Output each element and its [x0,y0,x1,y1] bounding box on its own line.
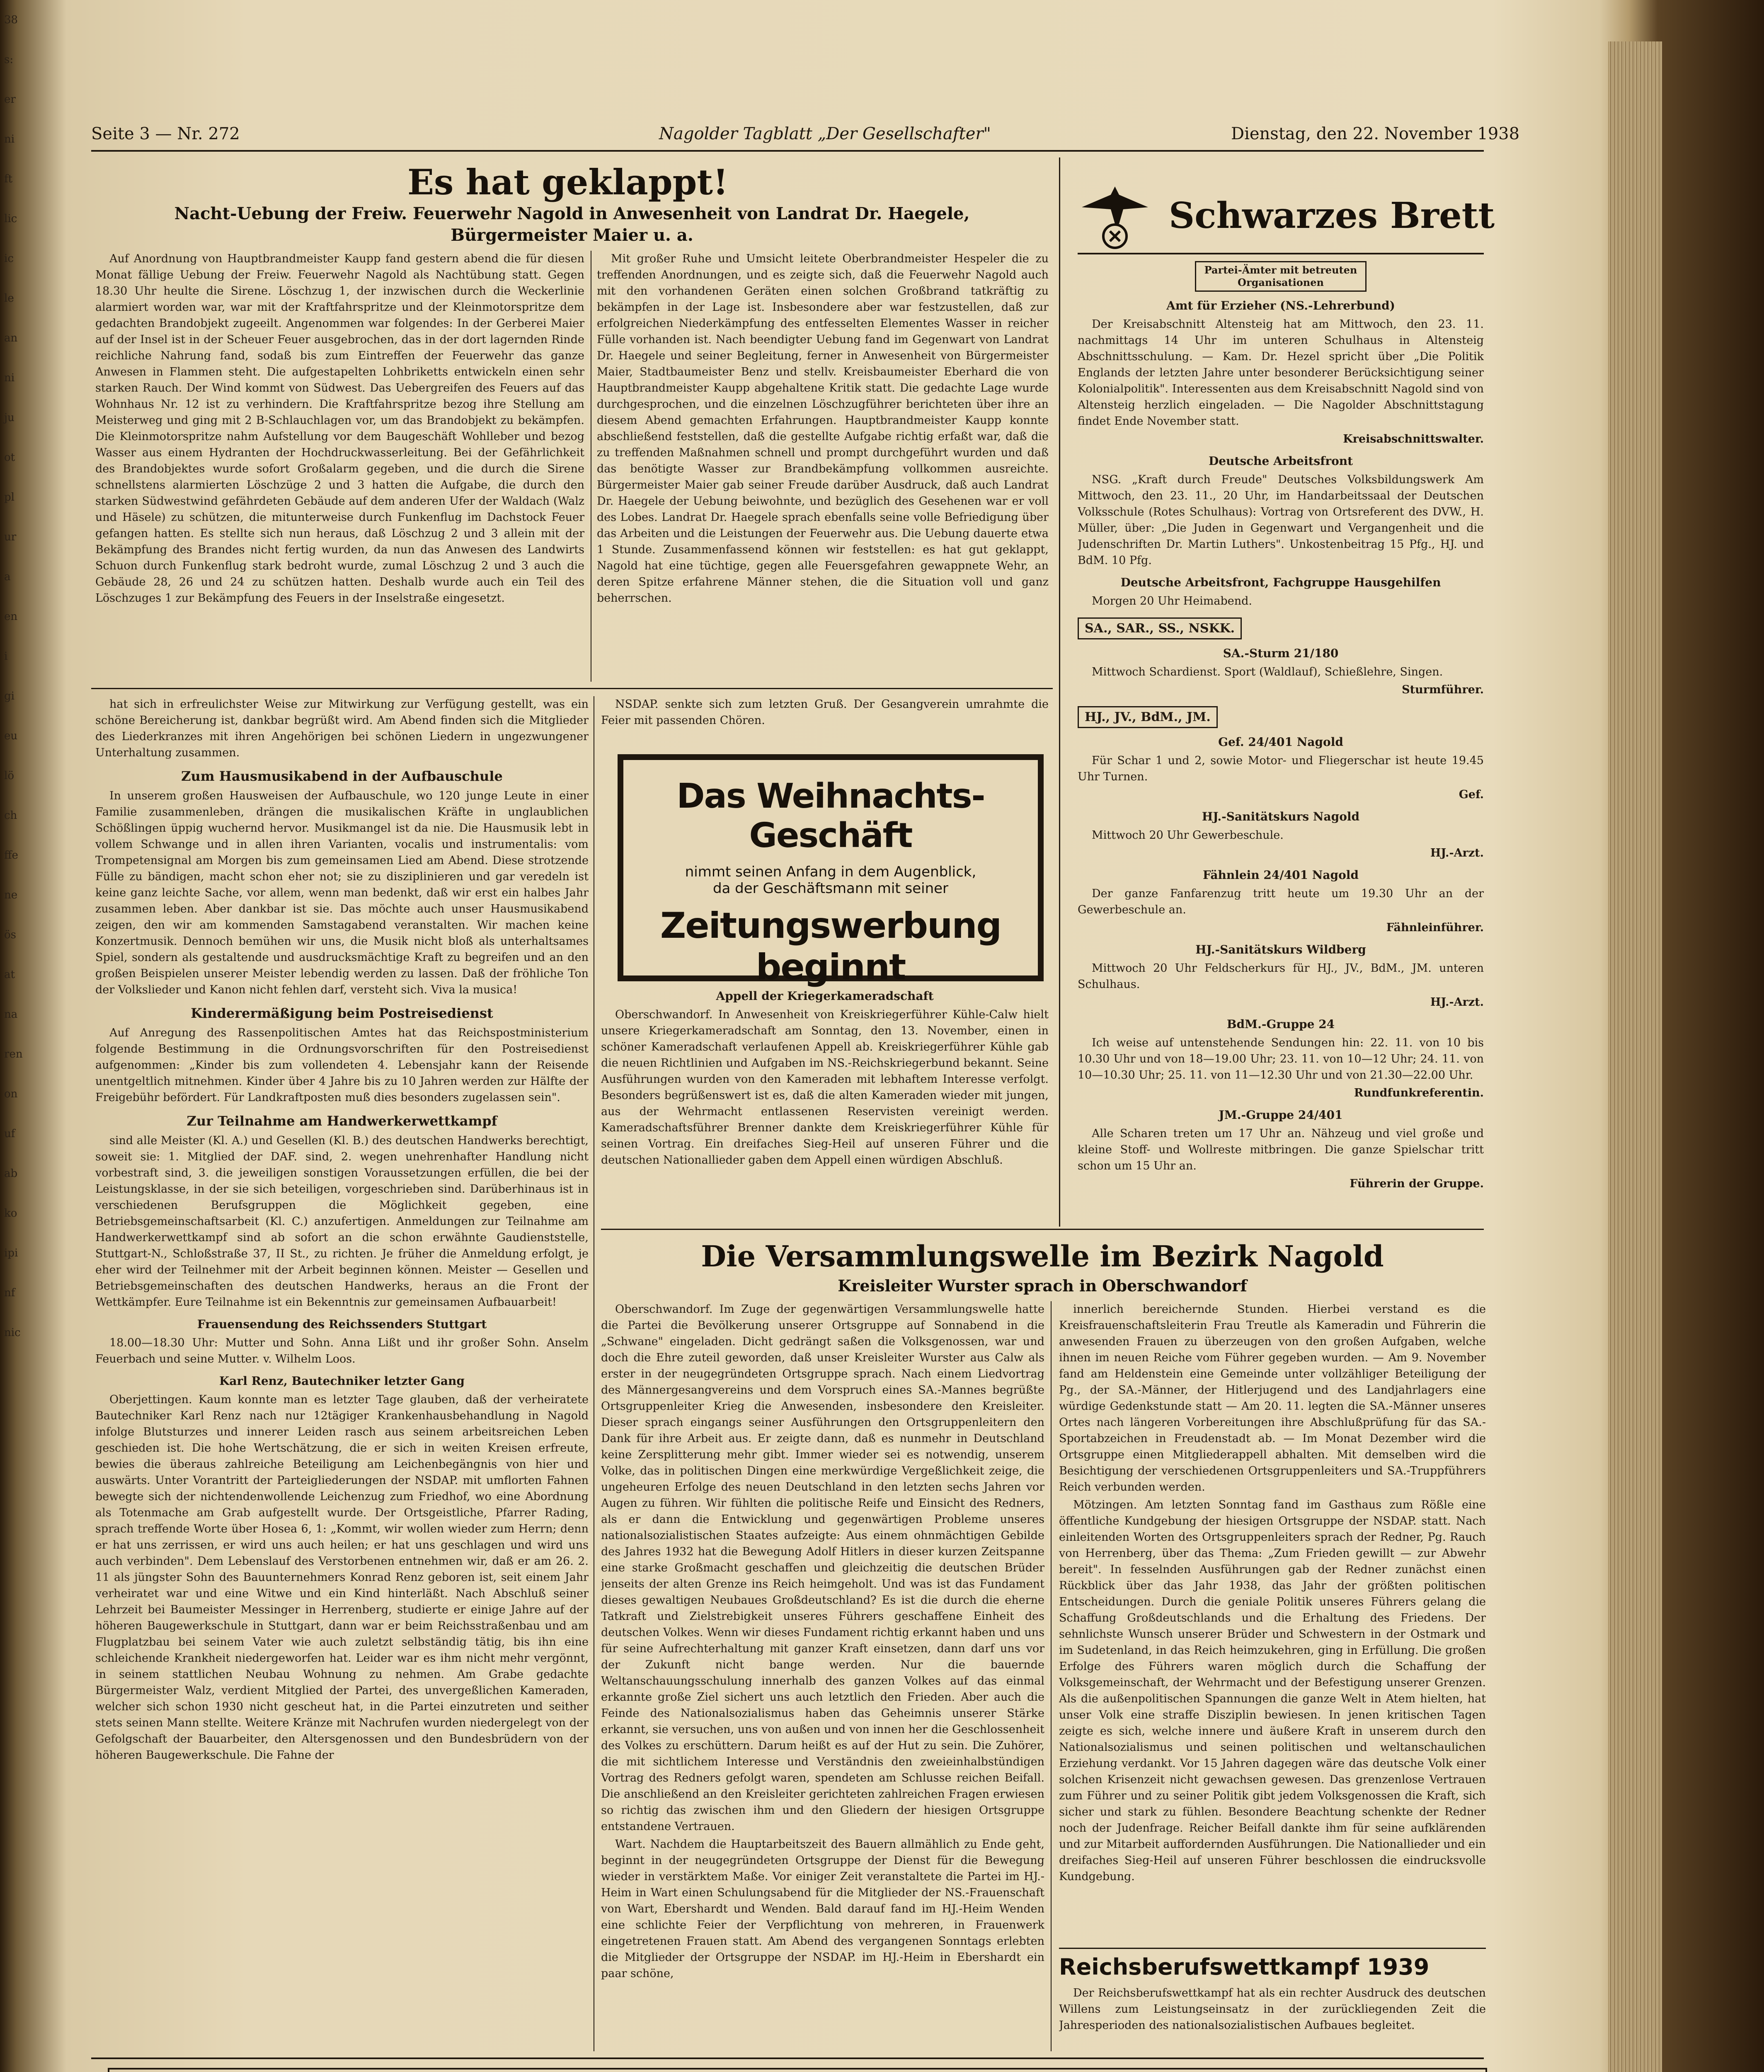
board-item-sig: Führerin der Gruppe. [1350,1177,1484,1190]
ad-rule [91,2057,1484,2059]
appell-article: Appell der Kriegerkameradschaft Oberschwandorf. In Anwesenheit von Kreiskriegerführer Kühle-Calw hielt unsere Kriegerkameradschaft am Sonntag, den 13. November, einen in schöner Kameradschaft verlaufenen Appell ab. Kreiskriegerführer Kühle gab die neuen Richtlinien und Aufgaben im NS.-Reichskriegerbund bekannt. Seine Ausführungen wurden von den Kameraden mit lebhaftem Interesse verfolgt. Besonders begrüßenswert ist es, daß die alten Kameraden wieder mit jungen, aus der Wehrmacht entlassenen Reservisten vereinigt werden. Kameradschaftsführer Brenner dankte dem Kreiskriegerführer Kühle für seinen Vortrag. Ein dreifaches Sieg-Heil auf unseren Führer und die deutschen Nationallieder gaben dem Appell einen würdigen Abschluß. [601,982,1049,1227]
osram-ad [108,2068,1487,2072]
reichsberufswettkampf-text: Der Reichsberufswettkampf hat als ein rechter Ausdruck des deutschen Willens zum Leistungseinsatz in der zurückliegenden Zeit die Jahresperioden des nationalsozialistischen Aufbaues begleitet. [1059,1987,1486,2032]
margin-fragment: uf [4,1128,15,1140]
board-item-head: HJ.-Sanitätskurs Wildberg [1195,943,1366,956]
newspaper-sheet [66,0,1608,2072]
article-heading: Appell der Kriegerkameradschaft [716,989,934,1003]
margin-fragment: ni [4,372,15,384]
margin-fragment: on [4,1088,18,1100]
hj-box: HJ., JV., BdM., JM. [1078,706,1218,728]
margin-fragment: an [4,332,18,344]
margin-fragment: ren [4,1048,23,1060]
board-item-sig: Gef. [1459,788,1484,801]
margin-fragment: s: [4,53,14,66]
versammlung-column-1: Oberschwandorf. Im Zuge der gegenwärtigen Versammlungswelle hatte die Partei die Bevölkerung unserer Ortsgruppe auf Sonnabend in die „Schwane" eingeladen. Dicht gedrängt saßen die Volksgenossen, war und doch die Ehre zuteil geworden, daß unser Kreisleiter Wurster aus Calw als erster in der neugegründeten Ortsgruppe sprach. Nach einem Liedvortrag des Männergesangvereins und dem Vorspruch eines SA.-Mannes begrüßte Ortsgruppenleiter Krieg die Anwesenden, insbesondere den Kreisleiter. Dieser sprach eingangs seiner Ausführungen den Ortsgruppenleitern den Dank für ihre Arbeit aus. Er zeigte dann, daß es nunmehr in Deutschland keine Zersplitterung mehr gibt. Immer wieder sei es notwendig, unserem Volke, das in politischen Dingen eine merkwürdige Vergeßlichkeit zeige, die ungeheuren Erfolge des neuen Deutschland in den letzten sechs Jahren vor Augen zu führen. Wir fühlten die politische Reife und Einsicht des Redners, als er dann die Entwicklung und gegenwärtigen Probleme unseres nationalsozialistischen Staates aufzeigte: Aus einem ohnmächtigen Gebilde des Jahres 1932 hat die Bewegung Adolf Hitlers in dieser kurzen Zeitspanne eine starke Großmacht geschaffen und gleichzeitig die deutschen Brüder jenseits der alten Grenze ins Reich heimgeholt. Und was ist das Fundament dieses gewaltigen Neubaues Großdeutschland? Es ist die durch die eherne Tatkraft und Zielstrebigkeit unseres Führers geschaffene Einheit des deutschen Volkes. Wenn wir dieses Fundament richtig erkannt haben und uns für seine Aufrechterhaltung mit ganzer Kraft einsetzen, dann darf uns vor der Zukunft nicht bange werden. Nur die bauernde Weltanschauungsschulung innerhalb des ganzen Volkes auf das einmal erkannte große Ziel sichert uns auch letztlich den Frieden. Aber auch die Feinde des Nationalsozialismus haben das Geheimnis unserer Stärke erkannt, sie versuchen, uns von außen und von innen her die Geschlossenheit des Volkes zu erschüttern. Darum heißt es auf der Hut zu sein. Die Zuhörer, die mit sichtlichem Interesse und Verständnis den zweieinhalbstündigen Vortrag des Redners gefolgt waren, spendeten am Schlusse reichen Beifall. Die anschließend an den Kreisleiter gerichteten zahlreichen Fragen erwiesen so richtig das zwischen ihm und den Gliedern der hiesigen Ortsgruppe entstandene Vertrauen. Wart. Nachdem die Hauptarbeitszeit des Bauern allmählich zu Ende geht, beginnt in der neugegründeten Ortsgruppe der Dienst für die Bewegung wieder in verstärktem Maße. Vor einiger Zeit veranstaltete die Partei im HJ.-Heim in Wart einen Schulungsabend für die Mitglieder der NS.-Frauenschaft von Wart, Ebershardt und Wenden. Bald darauf fand im HJ.-Heim Wenden eine schlichte Feier der Verpflichtung von mehreren, in Frauenwerk eingetretenen Frauen statt. Am Abend des vergangenen Sonntags erlebten die Mitglieder der Ortsgruppe der NSDAP. im HJ.-Heim in Ebershardt ein paar schöne, [601,1303,1044,1980]
board-item-head: Amt für Erzieher (NS.-Lehrerbund) [1166,299,1395,312]
local-news-column: hat sich in erfreulichster Weise zur Mitwirkung zur Verfügung gestellt, was ein schöne Bereicherung ist, dankbar begrüßt wird. Am Abend finden sich die Mitglieder des Liederkranzes mit ihren Angehörigen bei schönen Liedern in ungezwungener Unterhaltung zusammen. Zum Hausmusikabend in der Aufbauschule In unserem großen Hausweisen der Aufbauschule, wo 120 junge Leute in einer Familie zusammenleben, drängen die musikalischen Kräfte in unglaublichen Schößlingen üppig wuchernd hervor. Musikmangel ist da nie. Die Hausmusik lebt in vollem Schwange und in allen ihren Varianten, vocalis und instrumentalis: vom Trompetensignal am Morgen bis zum gemeinsamen Lied am Abend. Diese strotzende Fülle zu bändigen, macht schon eher not; sie zu disziplinieren und gar veredeln ist keine ganz leichte Sache, vor allem, wenn man bedenkt, daß wir erst ein halbes Jahr zusammen leben. Aber dankbar ist sie. Das möchte auch unser Hausmusikabend zeigen, den wir am kommenden Samstagabend veranstalten. Wir machen keine Konzertmusik. Dennoch bemühen wir uns, die Musik nicht bloß als unterhaltsames Spiel, sondern als gestaltende und ausdrucksmächtige Kraft zu begreifen und an den großen Beispielen unserer Meister lebendig werden zu lassen. Daß der fröhliche Ton der Volkslieder und Kanon nicht fehlen darf, versteht sich. Viva la musica! Kinderermäßigung beim Postreisedienst Auf Anregung des Rassenpolitischen Amtes hat das Reichspostministerium folgende Bestimmung in die Ordnungsvorschriften für den Postreisedienst aufgenommen: „Kinder bis zum vollendeten 4. Lebensjahr kann der Reisende unentgeltlich mitnehmen. Kinder über 4 Jahre bis zu 10 Jahren werden zur Hälfte der Freigebühr befördert. Für Landkraftposten muß dies besonders zugelassen sein". Zur Teilnahme am Handwerkerwettkampf sind alle Meister (Kl. A.) und Gesellen (Kl. B.) des deutschen Handwerks berechtigt, soweit sie: 1. Mitglied der DAF. sind, 2. wegen unehrenhafter Handlung nicht vorbestraft sind, 3. die jeweiligen sonstigen Voraussetzungen erfüllen, die bei der Leistungsklasse, in der sie sich beteiligen, vorgeschrieben sind. Darüberhinaus ist in verschiedenen Berufsgruppen die Möglichkeit gegeben, eine Betriebsgemeinschaftsarbeit (Kl. C.) anzufertigen. Anmeldungen zur Teilnahme am Handwerkerwettkampf sind ab sofort an die schon erwähnte Gaudienststelle, Stuttgart-N., Schloßstraße 37, II St., zu richten. Je früher die Anmeldung erfolgt, je eher wird der Teilnehmer mit der Arbeit beginnen können. Meister — Gesellen und Betriebsgemeinschaften des deutschen Handwerks, heraus an die Front der Wettkämpfer. Eure Teilnahme ist ein Bekenntnis zur gemeinsamen Aufbauarbeit! Frauensendung des Reichssenders Stuttgart 18.00—18.30 Uhr: Mutter und Sohn. Anna Lißt und ihr großer Sohn. Anselm Feuerbach und seine Mutter. v. Wilhelm Loos. Karl Renz, Bautechniker letzter Gang Oberjettingen. Kaum konnte man es letzter Tage glauben, daß der verheiratete Bautechniker Karl Renz nach nur 12tägiger Krankenhausbehandlung in Nagold infolge Blutsturzes und innerer Leiden rasch aus seinem arbeitsreichen Leben geschieden ist. Die hohe Wertschätzung, die er sich in weiten Kreisen erfreute, bewies die überaus zahlreiche Beteiligung am Leichenbegängnis von hier und auswärts. Unter Vorantritt der Parteigliederungen der NSDAP. mit umflorten Fahnen bewegte sich der nichtendenwollende Leichenzug zum Friedhof, wo eine Abordnung als Totenmache am Grab aufgestellt wurde. Der Ortsgeistliche, Pfarrer Rading, sprach treffende Worte über Hosea 6, 1: „Kommt, wir wollen wieder zum Herrn; denn er hat uns zerrissen, er wird uns auch heilen; er hat uns geschlagen und wird uns auch verbinden". Dem Lebenslauf des Verstorbenen entnehmen wir, daß er am 26. 2. 11 als jüngster Sohn des Bauunternehmers Konrad Renz geboren ist, seit einem Jahr verheiratet war und eine Witwe und ein Kind hinterläßt. Nach Abschluß seiner Lehrzeit bei Baumeister Messinger in Herrenberg, studierte er einige Jahre auf der höheren Baugewerkschule in Stuttgart, dann war er beim Reichsstraßenbau und am Flugplatzbau bei seinem Vater wie auch zuletzt selbständig tätig, bis ihn eine schleichende Krankheit niedergeworfen hat. Leider war es ihm nicht mehr vergönnt, in seinem stattlichen Neubau Wohnung zu nehmen. Am Grabe gedachte Bürgermeister Walz, verdient Mitglied der Partei, des unvergeßlichen Kameraden, welcher sich schon 1930 nicht gescheut hat, in die Partei einzutreten und seither stets seinen Mann stellte. Weitere Kränze mit Nachrufen wurden niedergelegt von der Gefolgschaft der Bauarbeiter, den Altersgenossen und den Bundesbrüdern von der höheren Baugewerkschule. Die Fahne der [95,698,589,1762]
gesangverein-text: NSDAP. senkte sich zum letzten Gruß. Der Gesangverein umrahmte die Feier mit passenden Chören. [601,698,1049,727]
margin-fragment: ab [4,1167,18,1180]
board-item-head: Fähnlein 24/401 Nagold [1203,868,1359,882]
reichsberufswettkampf-heading: Reichsberufswettkampf 1939 [1059,1954,1430,1980]
margin-fragment: ipi [4,1247,18,1259]
margin-fragment: at [4,968,15,981]
margin-fragment: ch [4,809,17,822]
board-item-sig: Fähnleinführer. [1386,921,1484,934]
margin-fragment: ur [4,531,17,543]
board-item-text: Mittwoch 20 Uhr Gewerbeschule. [1092,829,1284,842]
board-item-head: Gef. 24/401 Nagold [1218,735,1343,749]
margin-fragment: pl [4,491,15,503]
board-rule [1078,253,1484,254]
article-heading: Zur Teilnahme am Handwerkerwettkampf [187,1113,497,1129]
margin-fragment: lic [4,213,17,225]
ad-line: da der Geschäftsmann mit seiner [712,880,949,897]
board-item-head: Deutsche Arbeitsfront, Fachgruppe Hausgehilfen [1120,576,1441,589]
versammlung-subtitle: Kreisleiter Wurster sprach in Oberschwandorf [838,1276,1247,1295]
margin-fragment: le [4,292,14,305]
board-item-text: Alle Scharen treten um 17 Uhr an. Nähzeug und viel große und kleine Stoff- und Wollreste mitbringen. Die ganze Spielschar tritt schon um 15 Uhr an. [1078,1127,1484,1172]
board-item-text: Mittwoch 20 Uhr Feldscherkurs für HJ., JV., BdM., JM. unteren Schulhaus. [1078,962,1484,991]
margin-fragment: en [4,610,18,623]
margin-fragment: ko [4,1207,17,1220]
board-item-head: BdM.-Gruppe 24 [1226,1017,1335,1031]
column-rule [1059,157,1060,1227]
margin-fragment: ffe [4,849,18,862]
section-rule [91,688,1053,689]
board-item-sig: Kreisabschnittswalter. [1343,433,1484,445]
board-item-head: JM.-Gruppe 24/401 [1219,1108,1343,1122]
margin-fragment: i [4,650,8,663]
board-item-sig: Rundfunkreferentin. [1354,1087,1484,1099]
hj-notices [1078,734,1484,1192]
board-item-sig: HJ.-Arzt. [1430,847,1484,859]
board-item-sig: Sturmführer. [1402,683,1484,696]
margin-fragment: nf [4,1287,15,1299]
margin-fragment: eu [4,730,18,742]
ad-headline: Das Weihnachts-Geschäft [676,777,985,855]
margin-fragment: ne [4,889,18,901]
margin-fragment: ic [4,252,14,265]
lead-subtitle: Nacht-Uebung der Freiw. Feuerwehr Nagold in Anwesenheit von Landrat Dr. Haegele, Bürgermeister Maier u. a. [174,204,970,245]
versammlung-title: Die Versammlungswelle im Bezirk Nagold [701,1239,1384,1273]
margin-fragment: na [4,1008,18,1021]
margin-fragment: ös [4,929,16,941]
margin-fragment: lö [4,770,14,782]
board-column: Partei-Ämter mit betreuten Organisationen Amt für Erzieher (NS.-Lehrerbund) Der Kreisabschnitt Altensteig hat am Mittwoch, den 23. 11. nachmittags 14 Uhr im unteren Schulhaus in Altensteig Abschnittsschulung. — Kam. Dr. Hezel spricht über „Die Politik Englands der letzten Jahre unter besonderer Berücksichtigung seiner Kolonialpolitik". Interessenten aus dem Kreisabschnitt Nagold sind von Altensteig herzlich eingeladen. — Die Nagolder Abschnittstagung findet Ende November statt. Kreisabschnittswalter. Deutsche Arbeitsfront NSG. „Kraft durch Freude" Deutsches Volksbildungswerk Am Mittwoch, den 23. 11., 20 Uhr, im Handarbeitssaal der Deutschen Volksschule (Rotes Schulhaus): Vortrag von Ortsreferent des DVW., H. Müller, über: „Die Juden in Gegenwart und Vergangenheit und die Judenschriften Dr. Martin Luthers". Unkostenbeitrag 15 Pfg., HJ. und BdM. 10 Pfg. Deutsche Arbeitsfront, Fachgruppe Hausgehilfen Morgen 20 Uhr Heimabend. SA., SAR., SS., NSKK. SA.-Sturm 21/180 Mittwoch Schardienst. Sport (Waldlauf), Schießlehre, Singen. Sturmführer. HJ., JV., BdM., JM. Gef. 24/401 Nagold Für Schar 1 und 2, sowie Motor- und Fliegerschar ist heute 19.45 Uhr Turnen. Gef. HJ.-Sanitätskurs Nagold Mittwoch 20 Uhr Gewerbeschule. HJ.-Arzt. Fähnlein 24/401 Nagold Der ganze Fanfarenzug tritt heute um 19.30 Uhr an der Gewerbeschule an. Fähnleinführer. HJ.-Sanitätskurs Wildberg Mittwoch 20 Uhr Feldscherkurs für HJ., JV., BdM., JM. unteren Schulhaus. HJ.-Arzt. BdM.-Gruppe 24 Ich weise auf untenstehende Sendungen hin: 22. 11. von 10 bis 10.30 Uhr und von 18—19.00 Uhr; 23. 11. von 10—12 Uhr; 24. 11. von 10—10.30 Uhr; 25. 11. von 11—12.30 Uhr und von 21.30—22.00 Uhr. Rundfunkreferentin. JM.-Gruppe 24/401 Alle Scharen treten um 17 Uhr an. Nähzeug und viel große und kleine Stoff- und Wollreste mitbringen. Die ganze Spielschar tritt schon um 15 Uhr an. Führerin der Gruppe. [1078,261,1484,1222]
margin-fragment: ft [4,173,13,185]
margin-fragment: nic [4,1326,21,1339]
margin-fragment: ot [4,451,15,464]
party-offices-box: Partei-Ämter mit betreuten Organisationen [1195,261,1367,292]
article-heading: Frauensendung des Reichssenders Stuttgart [197,1317,487,1331]
sa-box: SA., SAR., SS., NSKK. [1078,617,1242,639]
christmas-ad [618,754,1044,988]
section-rule [601,1229,1484,1230]
board-item-sig: HJ.-Arzt. [1430,996,1484,1009]
section-rule [1059,1948,1486,1949]
lead-column-2: Mit großer Ruhe und Umsicht leitete Oberbrandmeister Hespeler die zu treffenden Anordnungen, und es zeigte sich, daß die Feuerwehr Nagold auch mit den vorhandenen Geräten einen solchen Großbrand tatkräftig zu bekämpfen in der Lage ist. Insbesondere aber war festzustellen, daß zur erfolgreichen Niederkämpfung des entfesselten Elementes Wasser in reicher Fülle vorhanden ist. Nach beendigter Uebung fand im Gegenwart von Landrat Dr. Haegele und seiner Begleitung, ferner in Anwesenheit von Bürgermeister Maier, Stadtbaumeister Benz und stellv. Kreisbaumeister Eberhard die von Hauptbrandmeister Kaupp abgehaltene Kritik statt. Die gedachte Lage wurde durchgesprochen, und die einzelnen Löschzugführer berichteten über ihre an diesem Abend gemachten Erfahrungen. Hauptbrandmeister Kaupp konnte abschließend feststellen, daß die gestellte Aufgabe richtig erfaßt war, daß die zu treffenden Maßnahmen schnell und prompt durchgeführt wurden und daß das benötigte Wasser zur Brandbekämpfung vollkommen ausreichte. Bürgermeister Maier gab seiner Freude darüber Ausdruck, daß auch Landrat Dr. Haegele der Uebung beiwohnte, und bezüglich des Gesehenen war er voll des Lobes. Landrat Dr. Haegele sprach ebenfalls seine volle Befriedigung über das Arbeiten und die Leistungen der Feuerwehr aus. Die Uebung dauerte etwa 1 Stunde. Zusammenfassend können wir feststellen: es hat gut geklappt, Nagold hat eine tüchtige, gegen alle Feuersgefahren gewappnete Wehr, an deren Spitze erfahrene Männer stehen, die die Situation voll und ganz beherrschen. [597,252,1049,605]
masthead: Nagolder Tagblatt „Der Gesellschafter" [659,124,991,143]
margin-fragment: ni [4,133,15,145]
board-item-text: Ich weise auf untenstehende Sendungen hin: 22. 11. von 10 bis 10.30 Uhr und von 18—19.00 Uhr; 23. 11. von 10—12 Uhr; 24. 11. von 10—10.30 Uhr; 25. 11. von 11—12.30 Uhr und von 21.30—22.00 Uhr. [1078,1036,1484,1082]
column-rule [1051,1301,1052,2051]
issue-date: Dienstag, den 22. November 1938 [1231,124,1520,143]
page-number: Seite 3 — Nr. 272 [91,124,240,143]
ad-tagline: Zeitungswerbung beginnt [660,905,1001,988]
margin-fragment: 38 [4,14,18,26]
binding-margin [0,0,62,2072]
article-heading: Karl Renz, Bautechniker letzter Gang [219,1374,465,1388]
eagle-emblem-icon [1078,178,1152,253]
article-heading: Kinderermäßigung beim Postreisedienst [191,1005,493,1021]
article-heading: Zum Hausmusikabend in der Aufbauschule [181,768,503,784]
board-item-text: Der ganze Fanfarenzug tritt heute um 19.30 Uhr an der Gewerbeschule an. [1078,887,1484,916]
page-stack-edge [1608,41,1662,2072]
board-item-head: Deutsche Arbeitsfront [1208,454,1353,468]
margin-fragment: ju [4,411,15,424]
margin-fragment: a [4,571,11,583]
lead-title: Es hat geklappt! [407,162,728,203]
board-item-text: Für Schar 1 und 2, sowie Motor- und Fliegerschar ist heute 19.45 Uhr Turnen. [1078,754,1484,783]
lead-column-1: Auf Anordnung von Hauptbrandmeister Kaupp fand gestern abend die für diesen Monat fällige Uebung der Freiw. Feuerwehr Nagold als Nachtübung statt. Gegen 18.30 Uhr heulte die Sirene. Löschzug 1, der inzwischen durch die Weckerlinie alarmiert worden war, war mit der Kraftfahrspritze und der Kleinmotorspritze dem gedachten Brandobjekt zugeeilt. Angenommen war folgendes: In der Gerberei Maier auf der Insel ist in der Scheuer Feuer ausgebrochen, das in der dort lagernden Rinde reichliche Nahrung fand, sodaß bis zum Eintreffen der Feuerwehr das ganze Anwesen in Flammen steht. Die aufgestapelten Lohbriketts entwickeln einen sehr starken Rauch. Der Wind kommt von Südwest. Das Uebergreifen des Feuers auf das Wohnhaus Nr. 12 ist zu verhindern. Die Kraftfahrspritze bezog ihre Stellung am Meisterweg und ging mit 2 B-Schlauchlagen vor, um das Brandobjekt zu bekämpfen. Die Kleinmotorspritze nahm Aufstellung vor dem Baugeschäft Wohlleber und bezog Wasser aus einem Hydranten der Hochdruckwasserleitung. Bei der Gefährlichkeit des Brandobjektes wurde sofort Großalarm gegeben, und die durch die Sirene schnellstens alarmierten Löschzüge 2 und 3 hatten die Aufgabe, die durch den starken Südwestwind gefährdeten Gebäude auf dem anderen Ufer der Waldach (Walz und Häsele) zu schützen, die mitunterweise durch Funkenflug im Dachstock Feuer gefangen hatten. Es stellte sich nun heraus, daß Löschzug 2 und 3 allein mit der Bekämpfung des Brandes nicht fertig wurden, da nun das Anwesen des Landwirts Schuon durch Funkenflug stark bedroht wurde, zumal Löschzug 2 und 3 auch die Gebäude 28, 26 und 24 zu schützen hatten. Deshalb wurde auch ein Teil des Löschzuges 1 zur Bekämpfung des Feuers in der Inselstraße eingesetzt. [95,252,584,605]
header-rule [91,150,1484,152]
margin-fragment: gi [4,690,15,702]
versammlung-column-2: innerlich bereichernde Stunden. Hierbei verstand es die Kreisfrauenschaftsleiterin Frau Treutle als Kameradin und Führerin die anwesenden Frauen zu überzeugen von den großen Aufgaben, welche ihnen im neuen Reiche vom Führer gegeben wurden. — Am 9. November fand am Heldenstein eine Gemeinde unter vollzähliger Beteiligung der Pg., der SA.-Männer, der Hitlerjugend und des Landjahrlagers eine würdige Gedenkstunde statt — Am 20. 11. legten die SA.-Männer unseres Ortes nach längeren Vorbereitungen ihre Abschlußprüfung für das SA.-Sportabzeichen in Freudenstadt ab. — Im Monat Dezember wird die Ortsgruppe einen Mitgliederappell abhalten. Mit demselben wird die Besichtigung der verschiedenen Ortsgruppenleiters und SA.-Truppführers Reich verbunden werden. Mötzingen. Am letzten Sonntag fand im Gasthaus zum Rößle eine öffentliche Kundgebung der hiesigen Ortsgruppe der NSDAP. statt. Nach einleitenden Worten des Ortsgruppenleiters sprach der Redner, Pg. Rauch von Herrenberg, über das Thema: „Zum Frieden gewillt — zur Abwehr bereit". In fesselnden Ausführungen gab der Redner zunächst einen Rückblick über das Jahr 1938, das Jahr der größten politischen Entscheidungen. Durch die geniale Politik unseres Führers gelang die Schaffung Großdeutschlands und die Erhaltung des Friedens. Der sehnlichste Wunsch unserer Brüder und Schwestern in der Ostmark und im Sudetenland, in das Reich heimzukehren, ging in Erfüllung. Die großen Erfolge des Führers waren möglich durch die Schaffung der Volksgemeinschaft, der Wehrmacht und der Befestigung unserer Grenzen. Als die außenpolitischen Spannungen die ganze Welt in Atem hielten, hat unser Volk eine straffe Disziplin bewiesen. In jenen kritischen Tagen zeigte es sich, welche innere und äußere Kraft in unserem durch den Nationalsozialismus und seinen politischen und weltanschaulichen Erziehung verdankt. Vor 15 Jahren dagegen wäre das deutsche Volk einer solchen Krisenzeit nicht gewachsen gewesen. Das grenzenlose Vertrauen zum Führer und zu seiner Politik gibt jedem Volksgenossen die Kraft, sich sicher und stark zu fühlen. Besondere Beachtung schenkte der Redner noch der Judenfrage. Reicher Beifall dankte ihm für seine aufklärenden und zur Mitarbeit auffordernden Ausführungen. Die Nationallieder und ein dreifaches Sieg-Heil auf unseren Führer beschlossen die eindrucksvolle Kundgebung. [1059,1303,1486,1883]
board-title: Schwarzes Brett [1169,195,1495,237]
ad-line: nimmt seinen Anfang in dem Augenblick, [685,864,976,880]
board-item-head: SA.-Sturm 21/180 [1223,646,1339,660]
board-item-head: HJ.-Sanitätskurs Nagold [1202,810,1360,823]
margin-fragment: er [4,93,16,106]
